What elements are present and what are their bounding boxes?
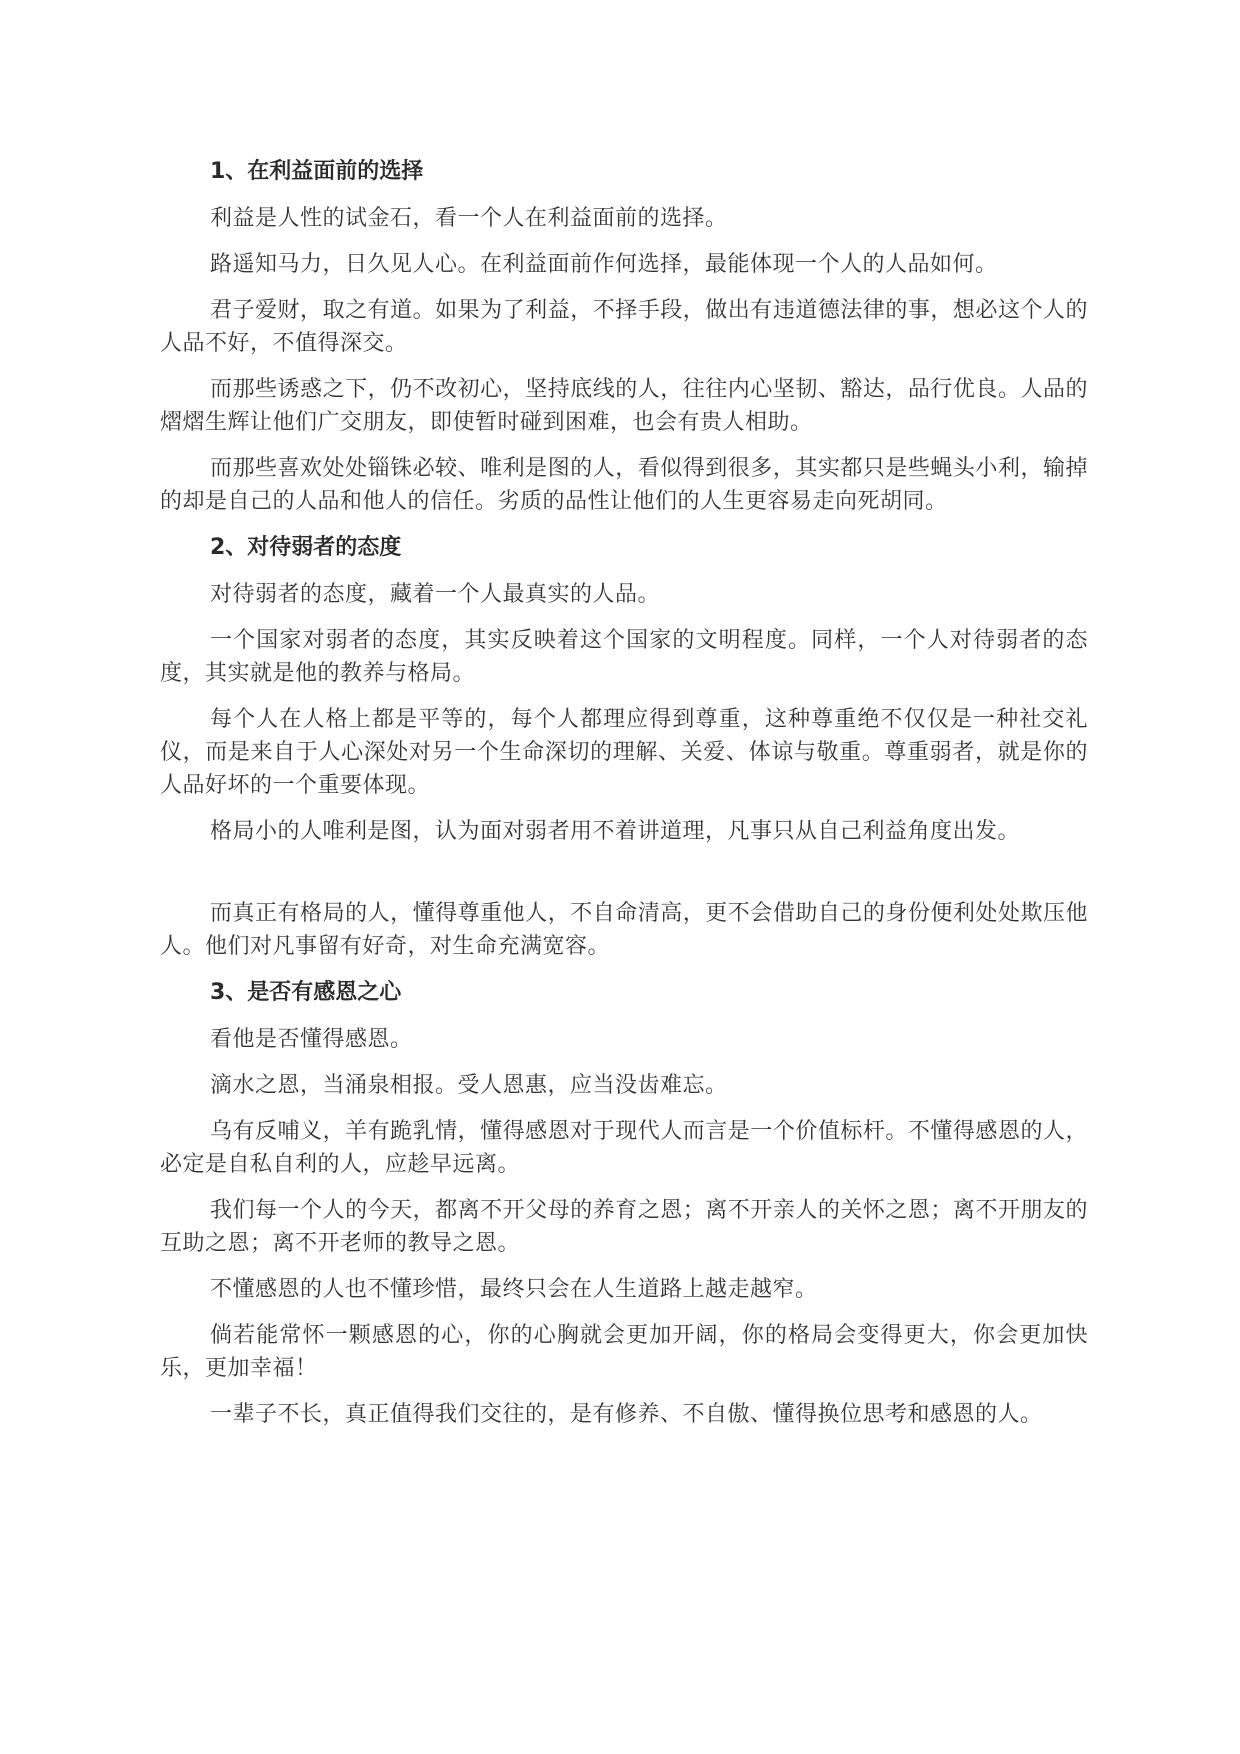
- paragraph: 而那些诱惑之下，仍不改初心，坚持底线的人，往往内心坚韧、豁达，品行优良。人品的熠熠生辉让他们广交朋友，即使暂时碰到困难，也会有贵人相助。: [160, 377, 1088, 435]
- paragraph: 我们每一个人的今天，都离不开父母的养育之恩；离不开亲人的关怀之恩；离不开朋友的互助之恩；离不开老师的教导之恩。: [160, 1198, 1088, 1256]
- paragraph: 滴水之恩，当涌泉相报。受人恩惠，应当没齿难忘。: [210, 1073, 728, 1098]
- paragraph: 利益是人性的试金石，看一个人在利益面前的选择。: [210, 206, 728, 231]
- paragraph: 不懂感恩的人也不懂珍惜，最终只会在人生道路上越走越窄。: [210, 1277, 818, 1302]
- section-1: [160, 155, 1088, 518]
- paragraph: 一个国家对弱者的态度，其实反映着这个国家的文明程度。同样，一个人对待弱者的态度，其实就是他的教养与格局。: [160, 628, 1088, 686]
- paragraph: 而那些喜欢处处锱铢必较、唯利是图的人，看似得到很多，其实都只是些蝇头小利，输掉的却是自己的人品和他人的信任。劣质的品性让他们的人生更容易走向死胡同。: [160, 456, 1088, 514]
- section-2: [160, 531, 1088, 963]
- document-page: [160, 155, 1088, 1444]
- paragraph: 路遥知马力，日久见人心。在利益面前作何选择，最能体现一个人的人品如何。: [210, 252, 998, 277]
- section-heading: 1、在利益面前的选择: [210, 159, 424, 184]
- blank-line: [160, 861, 1088, 897]
- paragraph: 一辈子不长，真正值得我们交往的，是有修养、不自傲、懂得换位思考和感恩的人。: [210, 1402, 1043, 1427]
- paragraph: 倘若能常怀一颗感恩的心，你的心胸就会更加开阔，你的格局会变得更大，你会更加快乐，更加幸福！: [160, 1323, 1088, 1381]
- section-heading: 2、对待弱者的态度: [210, 535, 402, 560]
- paragraph: 看他是否懂得感恩。: [210, 1027, 413, 1052]
- section-heading: 3、是否有感恩之心: [210, 980, 402, 1005]
- paragraph: 对待弱者的态度，藏着一个人最真实的人品。: [210, 582, 661, 607]
- paragraph: 乌有反哺义，羊有跪乳情，懂得感恩对于现代人而言是一个价值标杆。不懂得感恩的人，必定是自私自利的人，应趁早远离。: [160, 1119, 1088, 1177]
- section-3: [160, 976, 1088, 1431]
- paragraph: 而真正有格局的人，懂得尊重他人，不自命清高，更不会借助自己的身份便利处处欺压他人。他们对凡事留有好奇，对生命充满宽容。: [160, 901, 1088, 959]
- paragraph: 君子爱财，取之有道。如果为了利益，不择手段，做出有违道德法律的事，想必这个人的人品不好，不值得深交。: [160, 298, 1088, 356]
- paragraph: 每个人在人格上都是平等的，每个人都理应得到尊重，这种尊重绝不仅仅是一种社交礼仪，而是来自于人心深处对另一个生命深切的理解、关爱、体谅与敬重。尊重弱者，就是你的人品好坏的一个重要体现。: [160, 707, 1088, 798]
- paragraph: 格局小的人唯利是图，认为面对弱者用不着讲道理，凡事只从自己利益角度出发。: [210, 819, 1021, 844]
